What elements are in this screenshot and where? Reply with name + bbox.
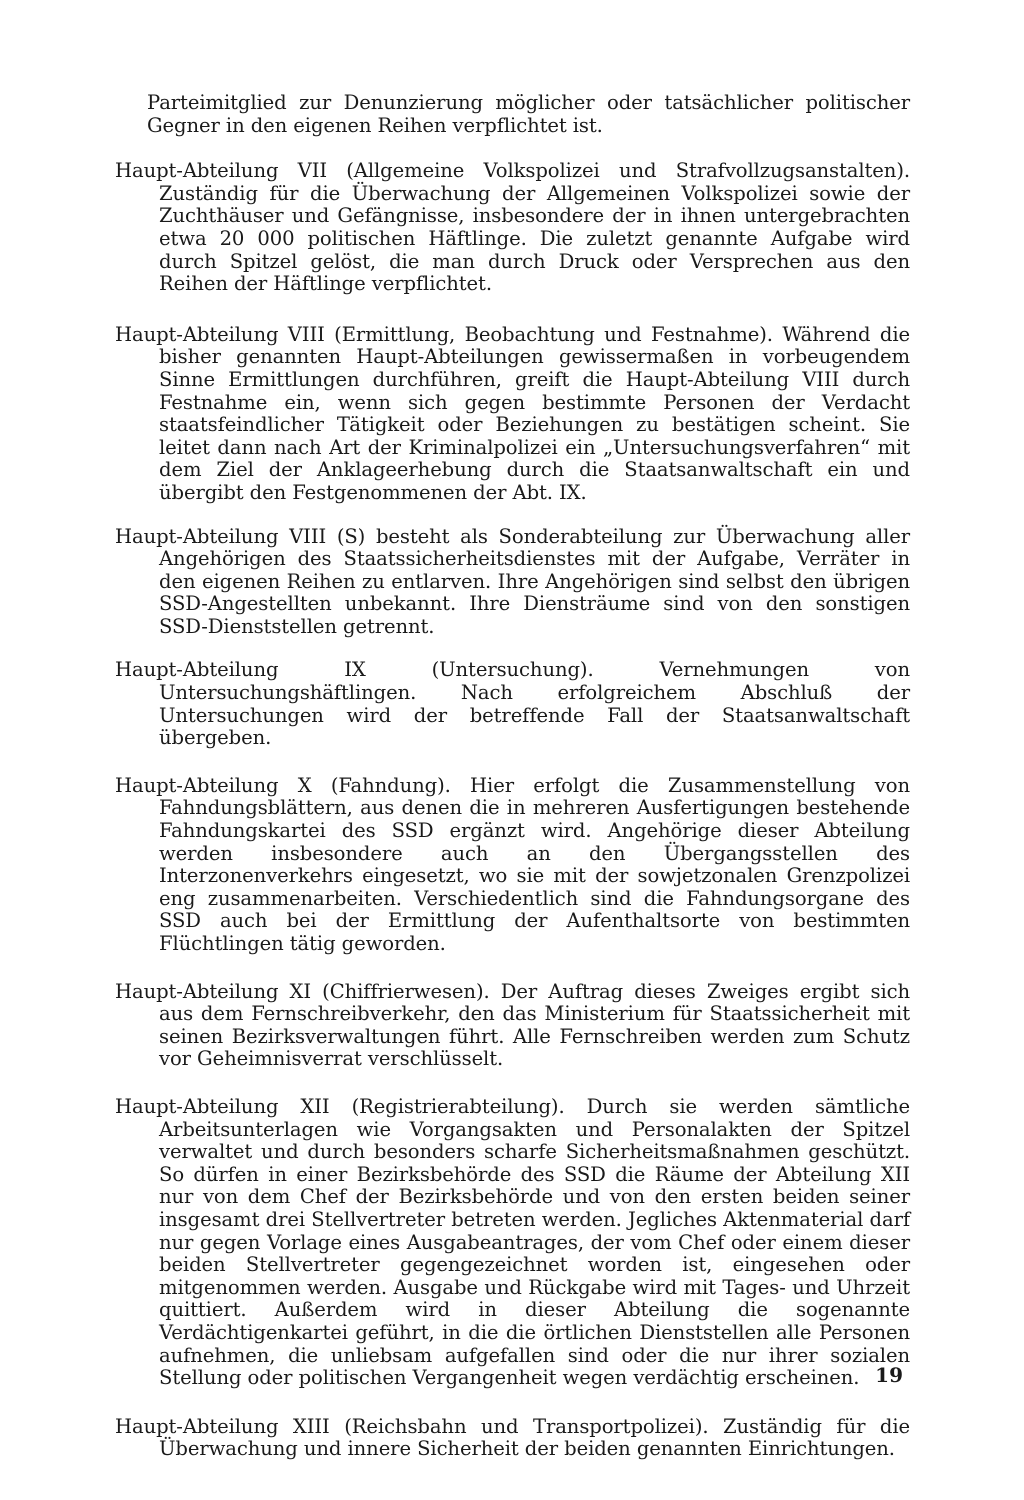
paragraph-haupt-abteilung-x: Haupt-Abteilung X (Fahndung). Hier erfolgt die Zusammenstellung von Fahndungsblättern, aus denen die in mehreren Ausfertigungen bestehende Fahndungskartei des SSD ergänzt wird. Angehörige dieser Abteilung werden insbesondere auch an den Übergangsstellen des Interzonenverkehrs eingesetzt, wo sie mit der sowjetzonalen Grenzpolizei eng zusammenarbeiten. Verschiedentlich sind die Fahndungsorgane des SSD auch bei der Ermittlung der Aufenthaltsorte von bestimmten Flüchtlingen tätig geworden. [115, 773, 910, 955]
paragraph-haupt-abteilung-viii: Haupt-Abteilung VIII (Ermittlung, Beobachtung und Festnahme). Während die bisher genannten Haupt-Abteilungen gewissermaßen in vorbeugendem Sinne Ermittlungen durchführen, greift die Haupt-Abteilung VIII durch Festnahme ein, wenn sich gegen bestimmte Personen der Verdacht staatsfeindlicher Tätigkeit oder Beziehungen zu bestätigen scheint. Sie leitet dann nach Art der Kriminalpolizei ein „Untersuchungsverfahren“ mit dem Ziel der Anklageerhebung durch die Staatsanwaltschaft ein und übergibt den Festgenommenen der Abt. IX. [115, 322, 910, 504]
paragraph-haupt-abteilung-xiii: Haupt-Abteilung XIII (Reichsbahn und Transportpolizei). Zuständig für die Überwachung und innere Sicherheit der beiden genannten Einrichtungen. [115, 1414, 910, 1461]
page-number: 19 [875, 1363, 903, 1387]
body-text [115, 92, 910, 1461]
paragraph-haupt-abteilung-vii: Haupt-Abteilung VII (Allgemeine Volkspolizei und Strafvollzugsanstalten). Zuständig für die Überwachung der Allgemeinen Volkspolizei sowie der Zuchthäuser und Gefängnisse, insbesondere der in ihnen untergebrachten etwa 20 000 politischen Häftlinge. Die zuletzt genannte Aufgabe wird durch Spitzel gelöst, die man durch Druck oder Versprechen aus den Reihen der Häftlinge verpflichtet. [115, 159, 910, 296]
paragraph-haupt-abteilung-xi: Haupt-Abteilung XI (Chiffrierwesen). Der Auftrag dieses Zweiges ergibt sich aus dem Fernschreibverkehr, den das Ministerium für Staatssicherheit mit seinen Bezirksverwaltungen führt. Alle Fernschreiben werden zum Schutz vor Geheimnisverrat verschlüsselt. [115, 979, 910, 1071]
paragraph-continuation: Parteimitglied zur Denunzierung möglicher oder tatsächlicher politischer Gegner in den eigenen Reihen verpflichtet ist. [147, 91, 910, 137]
paragraph-haupt-abteilung-xii: Haupt-Abteilung XII (Registrierabteilung). Durch sie werden sämtliche Arbeitsunterlagen wie Vorgangsakten und Personalakten der Spitzel verwaltet und durch besonders scharfe Sicherheitsmaßnahmen geschützt. So dürfen in einer Bezirksbehörde des SSD die Räume der Abteilung XII nur von dem Chef der Bezirksbehörde und von den ersten beiden seiner insgesamt drei Stellvertreter betreten werden. Jegliches Aktenmaterial darf nur gegen Vorlage eines Ausgabeantrages, der vom Chef oder einem dieser beiden Stellvertreter gegengezeichnet worden ist, eingesehen oder mitgenommen werden. Ausgabe und Rückgabe wird mit Tages- und Uhrzeit quittiert. Außerdem wird in dieser Abteilung die sogenannte Verdächtigenkartei geführt, in die die örtlichen Dienststellen alle Personen aufnehmen, die unliebsam aufgefallen sind oder die nur ihrer sozialen Stellung oder politischen Vergangenheit wegen verdächtig erscheinen. [115, 1094, 910, 1390]
paragraph-haupt-abteilung-ix: Haupt-Abteilung IX (Untersuchung). Vernehmungen von Untersuchungshäftlingen. Nach erfolgreichem Abschluß der Untersuchungen wird der betreffende Fall der Staatsanwaltschaft übergeben. [115, 658, 910, 750]
paragraph-haupt-abteilung-viii-s: Haupt-Abteilung VIII (S) besteht als Sonderabteilung zur Überwachung aller Angehörigen des Staatssicherheitsdienstes mit der Aufgabe, Verräter in den eigenen Reihen zu entlarven. Ihre Angehörigen sind selbst den übrigen SSD-Angestellten unbekannt. Ihre Diensträume sind von den sonstigen SSD-Dienststellen getrennt. [115, 524, 910, 638]
